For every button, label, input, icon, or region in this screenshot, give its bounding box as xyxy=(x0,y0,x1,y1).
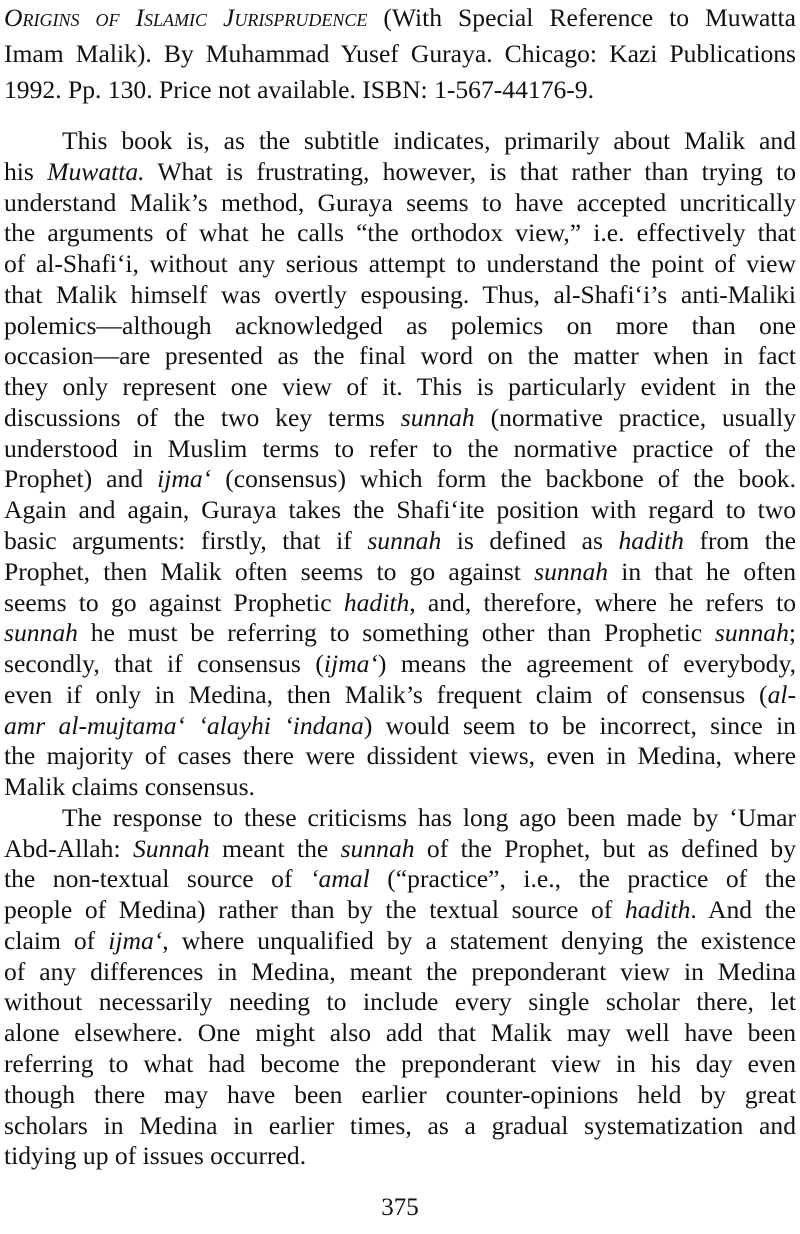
paragraph-1-line: the arguments of what he calls “the orthodox view,” i.e. effectively that xyxy=(4,218,796,248)
paragraph-1-line: seems to go against Prophetic hadith, and, therefore, where he refers to xyxy=(4,587,797,617)
paragraph-1-line: even if only in Medina, then Malik’s frequent claim of consensus (al- xyxy=(4,679,796,709)
paragraph-1-line: basic arguments: firstly, that if sunnah is defined as hadith from the xyxy=(4,525,796,555)
paragraph-2-line: claim of ijma‘, where unqualified by a statement denying the existence xyxy=(4,925,797,955)
paragraph-2-line: people of Medina) rather than by the textual source of hadith. And the xyxy=(4,895,796,925)
paragraph-1-line: occasion—are presented as the final word on the matter when in fact xyxy=(4,341,796,371)
citation-line-3: 1992. Pp. 130. Price not available. ISBN: 1-567-44176-9. xyxy=(4,75,595,104)
citation-line-1 xyxy=(4,0,796,36)
book-title: Origins of Islamic Jurisprudence xyxy=(4,3,368,32)
paragraph-1-line: understood in Muslim terms to refer to the normative practice of the xyxy=(4,433,796,463)
paragraph-1-line: polemics—although acknowledged as polemics on more than one xyxy=(4,310,796,340)
document-page xyxy=(4,0,796,1234)
paragraph-1-line: Again and again, Guraya takes the Shafi‘ite position with regard to two xyxy=(4,495,796,525)
paragraph-1-line: This book is, as the subtitle indicates, primarily about Malik and xyxy=(62,126,796,155)
paragraph-2-line: tidying up of issues occurred. xyxy=(4,1141,307,1171)
paragraph-1-line: sunnah he must be referring to something other than Prophetic sunnah; xyxy=(4,618,796,648)
paragraph-2-line: though there may have been earlier counter-opinions held by great xyxy=(4,1079,796,1109)
paragraph-1-line: Prophet, then Malik often seems to go against sunnah in that he often xyxy=(4,556,796,586)
paragraph-2-line: referring to what had become the preponderant view in his day even xyxy=(4,1048,796,1078)
paragraph-1-line: secondly, that if consensus (ijma‘) means the agreement of everybody, xyxy=(4,649,796,678)
paragraph-2-line: The response to these criticisms has long ago been made by ‘Umar xyxy=(62,802,796,832)
paragraph-1-line: understand Malik’s method, Guraya seems to have accepted uncritically xyxy=(4,187,796,217)
paragraph-2-line: without necessarily needing to include every single scholar there, let xyxy=(4,987,796,1017)
paragraph-1-line: amr al-mujtama‘ ‘alayhi ‘indana) would seem to be incorrect, since in xyxy=(4,710,796,740)
citation-line-2: Imam Malik). By Muhammad Yusef Guraya. Chicago: Kazi Publications xyxy=(4,39,796,68)
paragraph-1-line: of al-Shafi‘i, without any serious attempt to understand the point of view xyxy=(4,249,796,279)
paragraph-1-line: Malik claims consensus. xyxy=(4,772,255,802)
paragraph-1-line: the majority of cases there were dissident views, even in Medina, where xyxy=(4,741,796,771)
paragraph-2-line: Abd-Allah: Sunnah meant the sunnah of the Prophet, but as defined by xyxy=(4,833,796,863)
paragraph-1-line: discussions of the two key terms sunnah (normative practice, usually xyxy=(4,402,796,432)
paragraph-1-line: they only represent one view of it. This is particularly evident in the xyxy=(4,372,796,402)
paragraph-1-line: his Muwatta. What is frustrating, however, is that rather than trying to xyxy=(4,156,796,186)
page-number: 375 xyxy=(381,1194,419,1221)
paragraph-1-line: that Malik himself was overtly espousing. Thus, al-Shafi‘i’s anti-Maliki xyxy=(4,279,796,309)
paragraph-2-line: scholars in Medina in earlier times, as a gradual systematization and xyxy=(4,1110,796,1140)
paragraph-2-line: of any differences in Medina, meant the preponderant view in Medina xyxy=(4,956,796,986)
book-subtitle-ref: (With Special Reference to Muwatta xyxy=(383,3,797,32)
paragraph-2-line: the non-textual source of ‘amal (“practice”, i.e., the practice of the xyxy=(4,864,796,894)
paragraph-2-line: alone elsewhere. One might also add that Malik may well have been xyxy=(4,1018,796,1048)
paragraph-1-line: Prophet) and ijma‘ (consensus) which form the backbone of the book. xyxy=(4,464,796,494)
